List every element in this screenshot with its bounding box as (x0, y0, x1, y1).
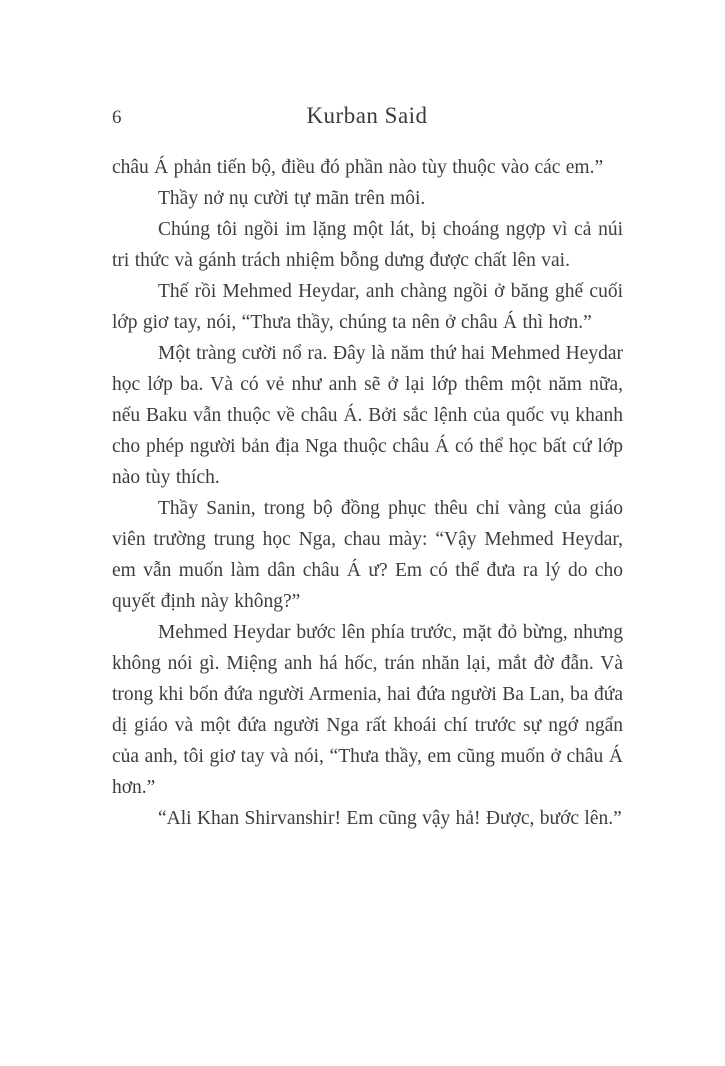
paragraph: Chúng tôi ngồi im lặng một lát, bị choáng ngợp vì cả núi tri thức và gánh trách nhiệm bỗng dưng được chất lên vai. (112, 219, 623, 271)
paragraph: Mehmed Heydar bước lên phía trước, mặt đỏ bừng, nhưng không nói gì. Miệng anh há hốc, trán nhăn lại, mắt đờ đẫn. Và trong khi bốn đứa người Armenia, hai đứa người Ba Lan, ba đứa dị giáo và một đứa người Nga rất khoái chí trước sự ngớ ngẩn của anh, tôi giơ tay và nói, “Thưa thầy, em cũng muốn ở châu Á hơn.” (112, 622, 623, 798)
page-number: 6 (112, 107, 122, 128)
paragraph: Thầy nở nụ cười tự mãn trên môi. (158, 188, 426, 209)
running-title: Kurban Said (306, 103, 428, 128)
paragraph: Một tràng cười nổ ra. Đây là năm thứ hai Mehmed Heydar học lớp ba. Và có vẻ như anh sẽ ở lại lớp thêm một năm nữa, nếu Baku vẫn thuộc về châu Á. Bởi sắc lệnh của quốc vụ khanh cho phép người bản địa Nga thuộc châu Á có thể học bất cứ lớp nào tùy thích. (112, 343, 623, 488)
paragraph: “Ali Khan Shirvanshir! Em cũng vậy hả! Được, bước lên.” (158, 808, 622, 829)
running-head (112, 103, 622, 129)
body-text (112, 152, 623, 834)
paragraph: Thầy Sanin, trong bộ đồng phục thêu chỉ vàng của giáo viên trường trung học Nga, chau mày: “Vậy Mehmed Heydar, em vẫn muốn làm dân châu Á ư? Em có thể đưa ra lý do cho quyết định này không?” (112, 498, 623, 612)
paragraph: Thế rồi Mehmed Heydar, anh chàng ngồi ở băng ghế cuối lớp giơ tay, nói, “Thưa thầy, chúng ta nên ở châu Á thì hơn.” (112, 281, 623, 333)
paragraph: châu Á phản tiến bộ, điều đó phần nào tùy thuộc vào các em.” (112, 157, 604, 178)
